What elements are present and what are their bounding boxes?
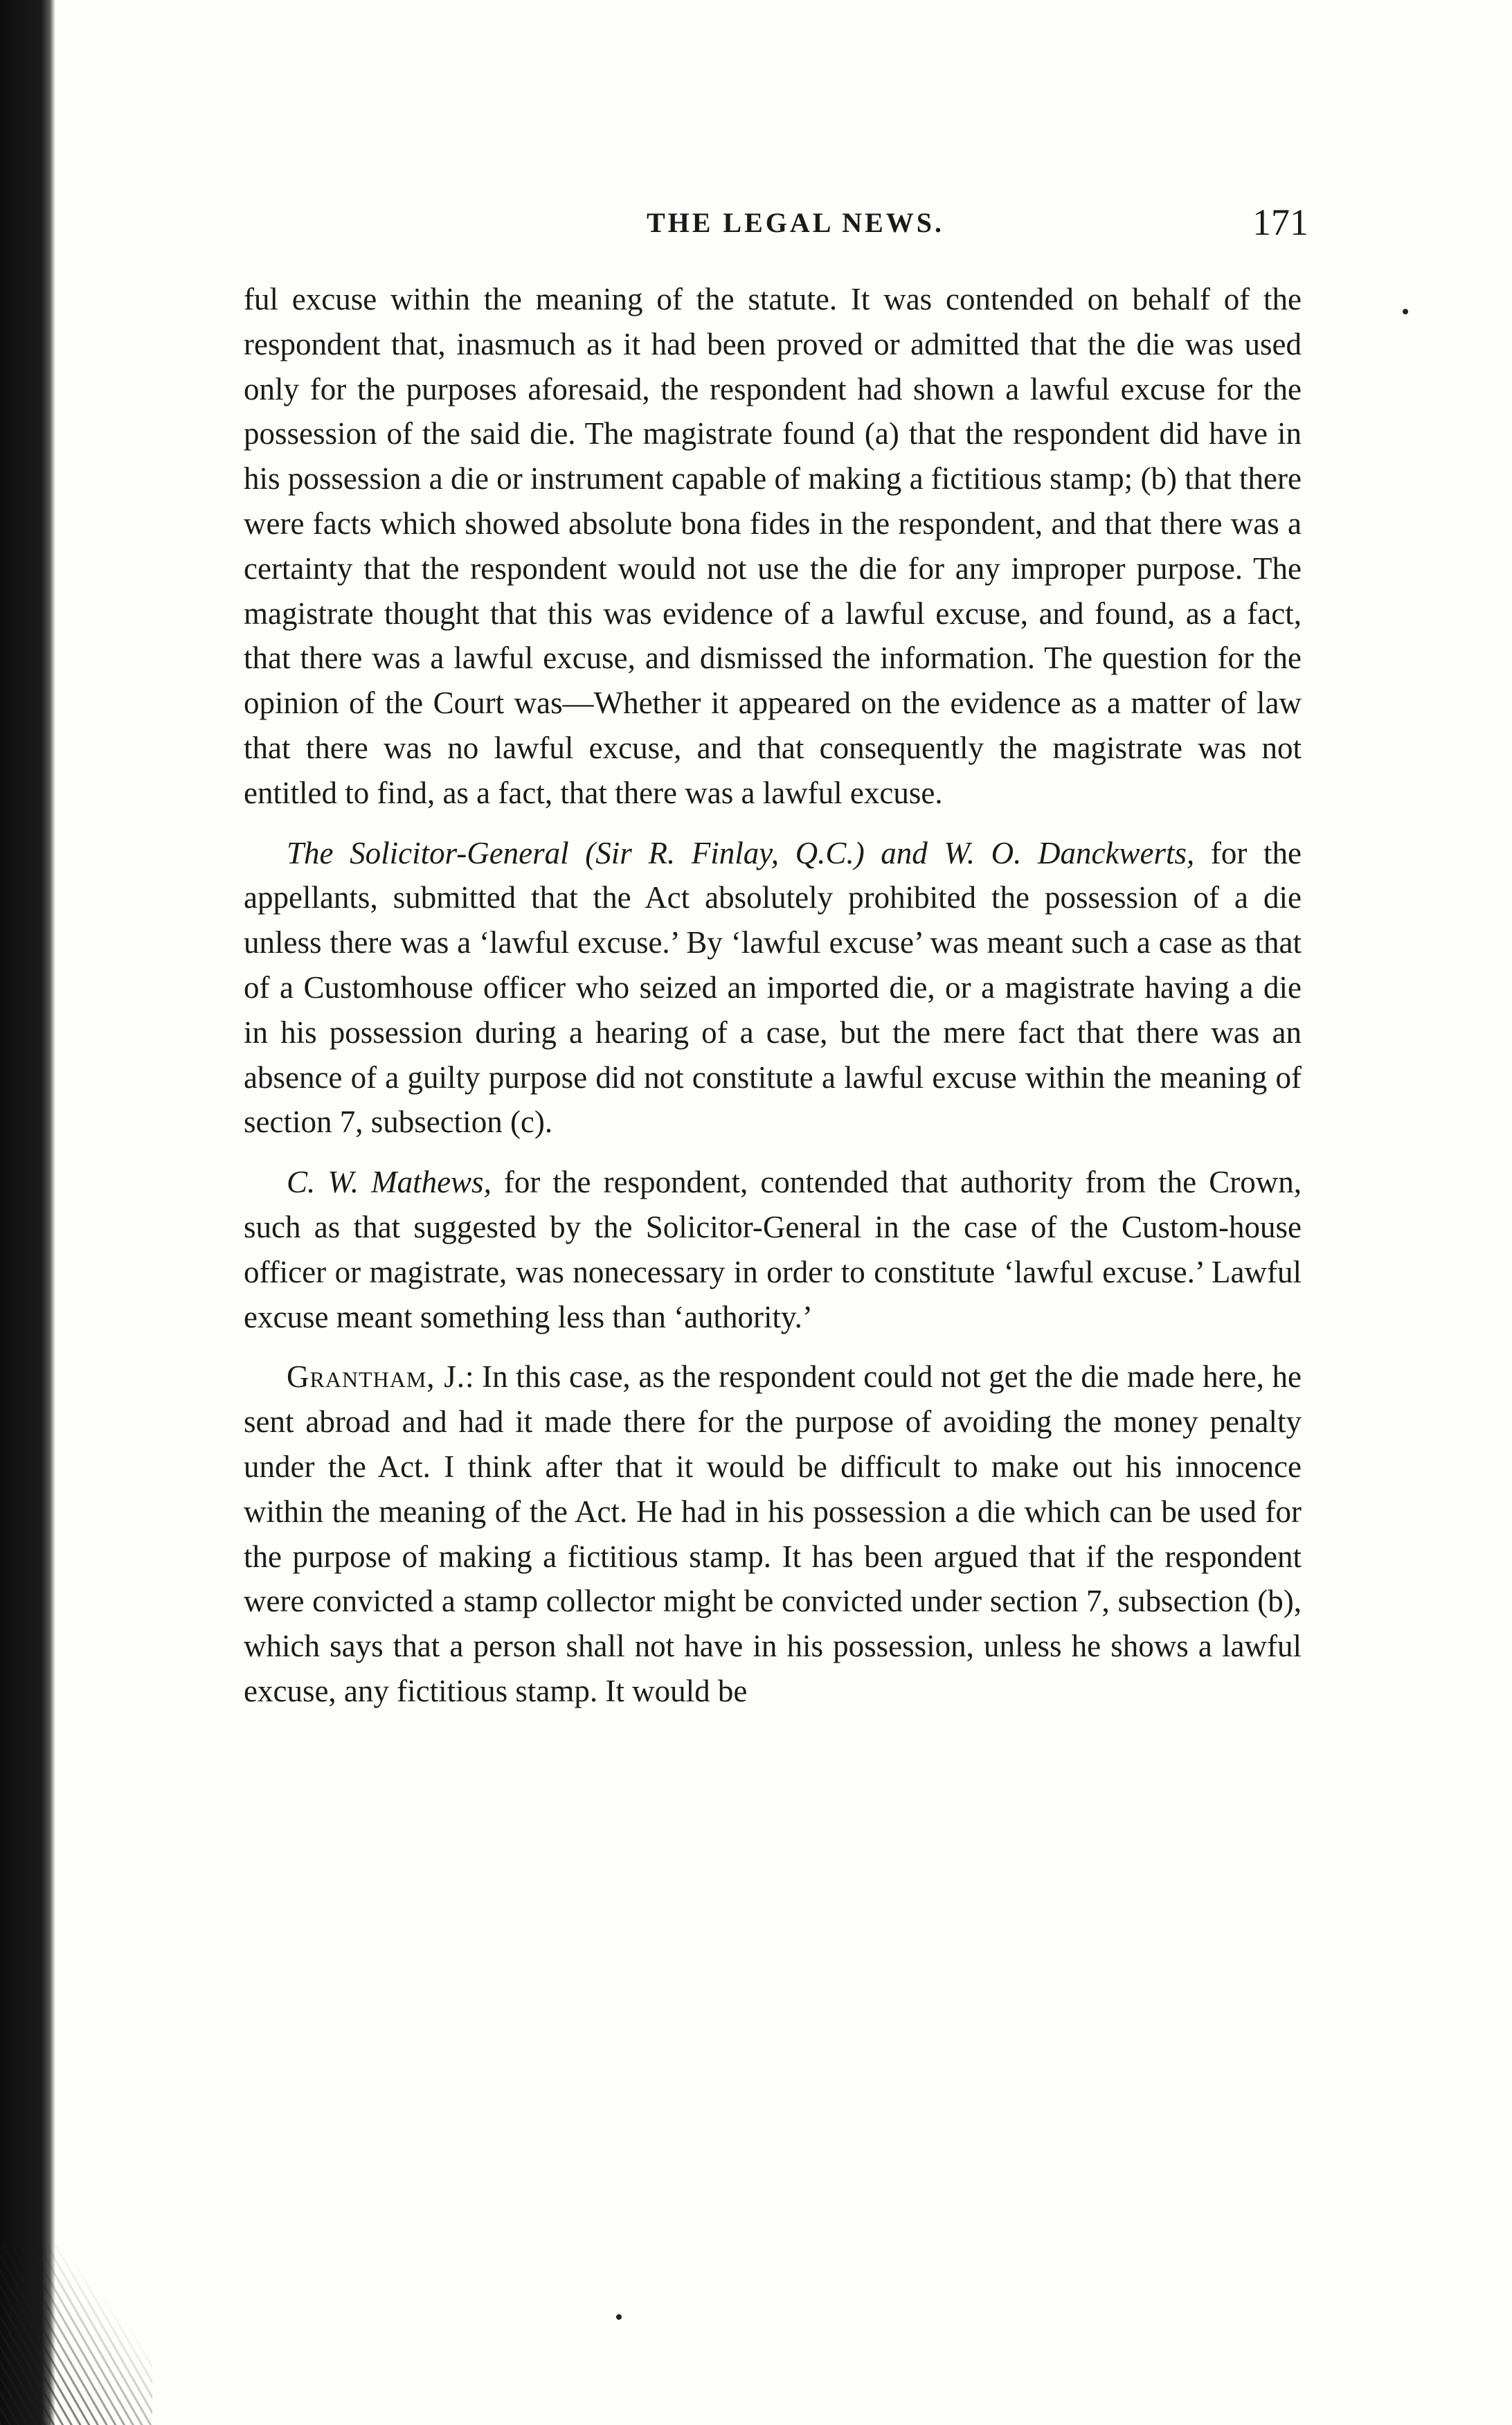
counsel-name-respondent: C. W. Mathews, (287, 1165, 492, 1200)
ink-speck (616, 2314, 622, 2320)
ink-speck (1403, 309, 1408, 314)
journal-title: THE LEGAL NEWS. (646, 207, 945, 238)
book-spine-shadow (0, 0, 55, 2425)
paragraph-text: for the respondent, contended that authority from the Crown, such as that suggested by the Solicitor-General in the case of the Custom-house officer or magistrate, was nonecessary in order to constitute ‘lawful excuse.’ Lawful excuse meant something less than ‘authority.’ (244, 1165, 1302, 1334)
paragraph-text: : In this case, as the respondent could not get the die made here, he sent abroad and had it made there for the purpose of avoiding the money penalty under the Act. I think after that it would be difficult to make out his innocence within the meaning of the Act. He had in his possession a die which can be used for the purpose of making a fictitious stamp. It has been argued that if the respondent were convicted a stamp collector might be convicted under section 7, subsection (b), which says that a person shall not have in his possession, unless he shows a lawful excuse, any fictitious stamp. It would be (244, 1359, 1302, 1708)
paragraph-magistrate-findings: ful excuse within the meaning of the statute. It was contended on behalf of the respondent that, inasmuch as it had been proved or admitted that the die was used only for the purposes aforesaid, the respondent had shown a lawful excuse for the possession of the said die. The magistrate found (a) that the respondent did have in his possession a die or instrument capable of making a fictitious stamp; (b) that there were facts which showed absolute bona fides in the respondent, and that there was a certainty that the respondent would not use the die for any improper purpose. The magistrate thought that this was evidence of a lawful excuse, and found, as a fact, that there was a lawful excuse, and dismissed the information. The question for the opinion of the Court was—Whether it appeared on the evidence as a matter of law that there was no lawful excuse, and that consequently the magistrate was not entitled to find, as a fact, that there was a lawful excuse. (244, 282, 1302, 810)
page-edge-fray (0, 2245, 152, 2425)
running-header (241, 201, 1308, 256)
page-number: 171 (1252, 202, 1308, 243)
paragraph-text: for the appellants, submitted that the Act absolutely prohibited the possession of a die unless there was a ‘lawful excuse.’ By ‘lawful excuse’ was meant such a case as that of a Customhouse officer who seized an imported die, or a magistrate having a die in his possession during a hearing of a case, but the mere fact that there was an absence of a guilty purpose did not constitute a lawful excuse within the meaning of section 7, subsection (c). (244, 835, 1302, 1140)
judge-name: Grantham, J. (287, 1359, 465, 1395)
article-body (244, 277, 1302, 1729)
paragraph-judgment (244, 1354, 1302, 1713)
counsel-names-appellants: The Solicitor-General (Sir R. Finlay, Q.C.) and W. O. Danckwerts, (287, 835, 1195, 870)
paragraph-respondent-argument (244, 1160, 1302, 1339)
paragraph-appellants-argument (244, 831, 1302, 1145)
